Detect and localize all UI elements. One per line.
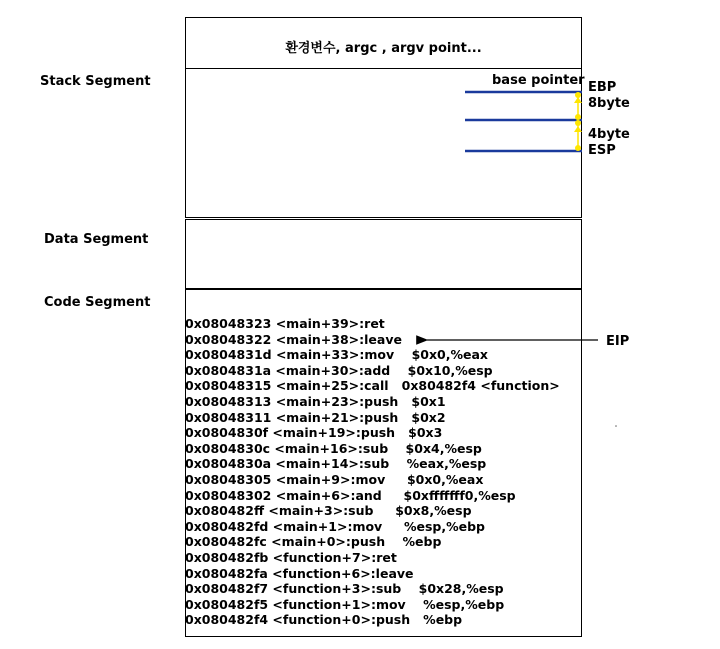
instruction-line: 0x08048313 <main+23>:push $0x1 — [185, 393, 446, 409]
instruction-line: 0x080482fc <main+0>:push %ebp — [185, 534, 442, 550]
instruction-line: 0x0804830c <main+16>:sub $0x4,%esp — [185, 440, 482, 456]
instruction-line: 0x08048311 <main+21>:push $0x2 — [185, 409, 446, 425]
marker-dot-icon — [575, 114, 581, 120]
stray-dot — [615, 425, 617, 427]
up-arrow-icon — [574, 126, 582, 132]
instruction-line: 0x0804830f <main+19>:push $0x3 — [185, 425, 443, 441]
instruction-line: 0x080482fa <function+6>:leave — [185, 565, 414, 581]
instruction-line: 0x080482f5 <function+1>:mov %esp,%ebp — [185, 596, 505, 612]
instruction-line: 0x08048322 <main+38>:leave — [185, 331, 402, 347]
data-segment-label: Data Segment — [44, 232, 149, 247]
esp-label: ESP — [588, 143, 616, 158]
code-segment-label: Code Segment — [44, 295, 151, 310]
instruction-line: 0x080482fd <main+1>:mov %esp,%ebp — [185, 518, 485, 534]
instruction-line: 0x08048305 <main+9>:mov $0x0,%eax — [185, 471, 484, 487]
stack-segment-label: Stack Segment — [40, 74, 151, 89]
marker-dot-icon — [575, 145, 581, 151]
base-pointer-label: base pointer — [492, 73, 585, 88]
instruction-list — [185, 316, 560, 628]
instruction-line: 0x0804831a <main+30>:add $0x10,%esp — [185, 362, 493, 378]
marker-dot-icon — [575, 92, 581, 98]
instruction-line: 0x0804831d <main+33>:mov $0x0,%eax — [185, 347, 488, 363]
instruction-line: 0x080482f7 <function+3>:sub $0x28,%esp — [185, 581, 504, 597]
instruction-line: 0x0804830a <main+14>:sub %eax,%esp — [185, 456, 487, 472]
eip-label: EIP — [606, 334, 630, 349]
environment-text: 환경변수, argc , argv point... — [285, 41, 482, 56]
size-4byte-label: 4byte — [588, 127, 630, 142]
instruction-line: 0x08048323 <main+39>:ret — [185, 316, 385, 331]
marker-dot-icon — [575, 120, 581, 126]
instruction-line: 0x080482fb <function+7>:ret — [185, 549, 397, 565]
instruction-line: 0x08048302 <main+6>:and $0xfffffff0,%esp — [185, 487, 516, 503]
instruction-line: 0x080482f4 <function+0>:push %ebp — [185, 612, 463, 628]
size-8byte-label: 8byte — [588, 96, 630, 111]
instruction-line: 0x08048315 <main+25>:call 0x80482f4 <function> — [185, 378, 560, 394]
ebp-label: EBP — [588, 80, 617, 95]
instruction-line: 0x080482ff <main+3>:sub $0x8,%esp — [185, 503, 472, 519]
